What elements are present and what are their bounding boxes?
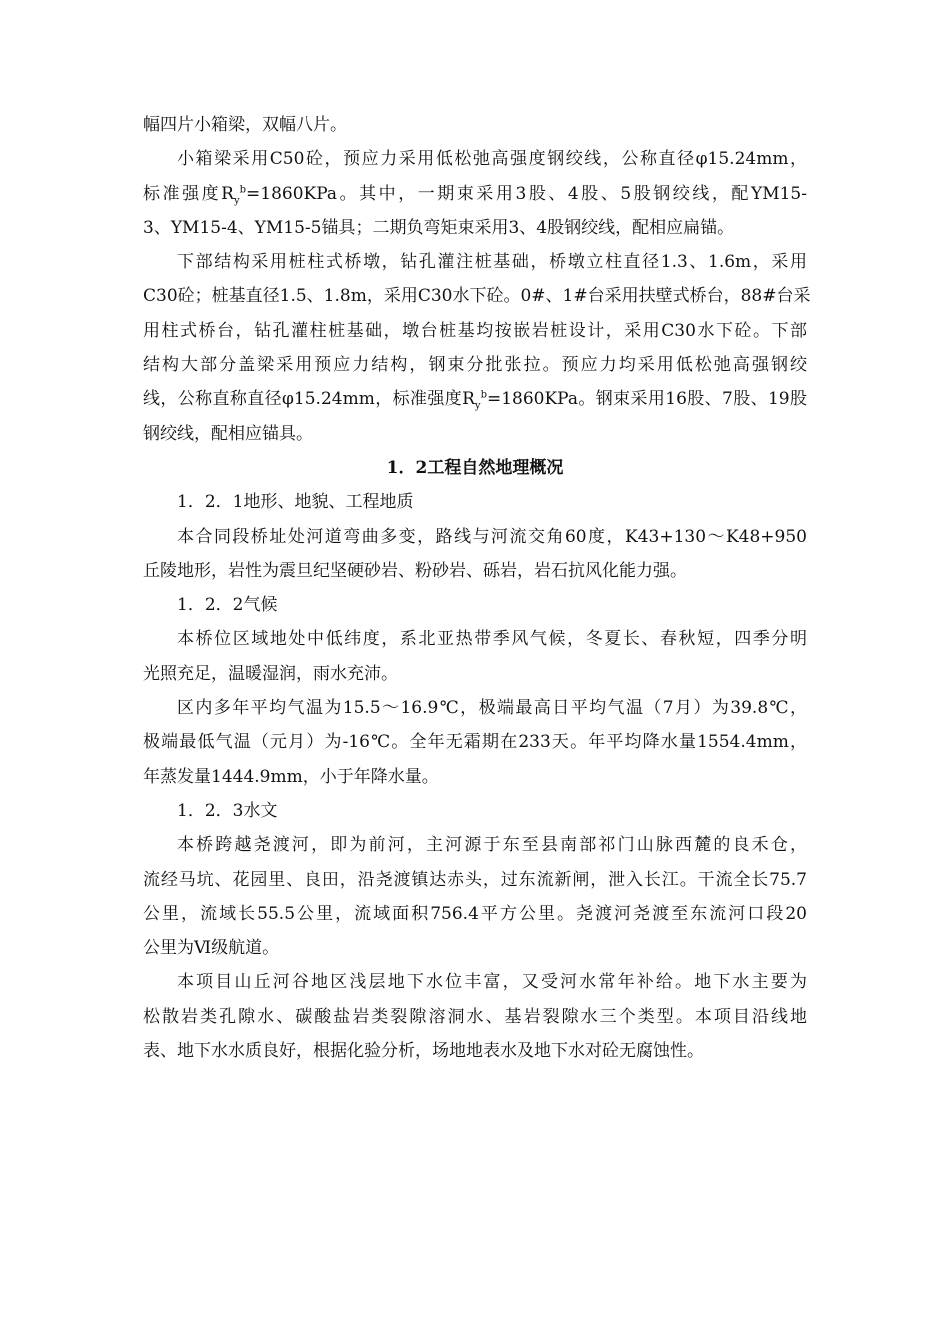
paragraph-line: 幅四片小箱梁，双幅八片。 [143, 115, 347, 135]
paragraph-line: 极端最低气温（元月）为-16℃。全年无霜期在233天。年平均降水量1554.4mm， [143, 732, 807, 753]
paragraph-line: C30砼；桩基直径1.5、1.8m，采用C30水下砼。0#、1#台采用扶壁式桥台，88#台采 [143, 286, 811, 307]
subsection-heading: 1．2．1地形、地貌、工程地质 [177, 492, 414, 513]
text-run: =1860KPa。钢束采用16股、7股、19股 [486, 389, 807, 410]
paragraph-line: 本合同段桥址处河道弯曲多变，路线与河流交角60度，K43+130～K48+950 [177, 526, 807, 547]
paragraph-line: 光照充足，温暖湿润，雨水充沛。 [143, 663, 398, 684]
document-body [143, 108, 811, 1068]
paragraph-line: 松散岩类孔隙水、碳酸盐岩类裂隙溶洞水、基岩裂隙水三个类型。本项目沿线地 [143, 1006, 807, 1027]
paragraph-line: 小箱梁采用C50砼，预应力采用低松弛高强度钢绞线，公称直径φ15.24mm， [177, 149, 807, 170]
paragraph-line: 结构大部分盖梁采用预应力结构，钢束分批张拉。预应力均采用低松弛高强钢绞 [143, 355, 807, 376]
paragraph-line: 年蒸发量1444.9mm，小于年降水量。 [143, 766, 439, 787]
paragraph-line: 公里，流域长55.5公里，流域面积756.4平方公里。尧渡河尧渡至东流河口段20 [143, 903, 807, 924]
subsection-heading: 1．2．3水文 [177, 800, 278, 821]
subsection-heading: 1．2．2气候 [177, 595, 278, 616]
paragraph-line: 用柱式桥台，钻孔灌柱桩基础，墩台桩基均按嵌岩桩设计，采用C30水下砼。下部 [143, 320, 807, 341]
paragraph-line: 丘陵地形，岩性为震旦纪坚硬砂岩、粉砂岩、砾岩，岩石抗风化能力强。 [143, 560, 687, 581]
text-run: 标准强度R [143, 183, 234, 204]
paragraph-line [143, 177, 807, 211]
paragraph-line: 钢绞线，配相应锚具。 [143, 423, 313, 444]
superscript: b [480, 389, 487, 401]
paragraph-line: 公里为Ⅵ级航道。 [143, 938, 280, 959]
section-heading: 1．2工程自然地理概况 [386, 457, 564, 478]
subscript: y [233, 194, 240, 206]
paragraph-line: 本桥跨越尧渡河，即为前河，主河源于东至县南部祁门山脉西麓的良禾仓， [177, 835, 807, 856]
paragraph-line: 3、YM15-4、YM15-5锚具；二期负弯矩束采用3、4股钢绞线，配相应扁锚。 [143, 217, 735, 238]
subscript: y [474, 400, 481, 412]
paragraph-line: 表、地下水水质良好，根据化验分析，场地地表水及地下水对砼无腐蚀性。 [143, 1041, 704, 1062]
text-run: 线，公称直称直径φ15.24mm，标准强度R [143, 389, 475, 410]
paragraph-line: 本项目山丘河谷地区浅层地下水位丰富，又受河水常年补给。地下水主要为 [177, 972, 807, 993]
paragraph-line: 本桥位区域地处中低纬度，系北亚热带季风气候，冬夏长、春秋短，四季分明 [177, 629, 807, 650]
superscript: b [239, 183, 247, 195]
text-run: =1860KPa。其中，一期束采用3股、4股、5股钢绞线，配YM15- [246, 183, 807, 204]
paragraph-line [143, 382, 807, 416]
paragraph-line: 区内多年平均气温为15.5～16.9℃，极端最高日平均气温（7月）为39.8℃， [177, 698, 807, 719]
paragraph-line: 下部结构采用桩柱式桥墩，钻孔灌注桩基础，桥墩立柱直径1.3、1.6m，采用 [177, 252, 807, 273]
paragraph-line: 流经马坑、花园里、良田，沿尧渡镇达赤头，过东流新闸，泄入长江。干流全长75.7 [143, 869, 807, 890]
